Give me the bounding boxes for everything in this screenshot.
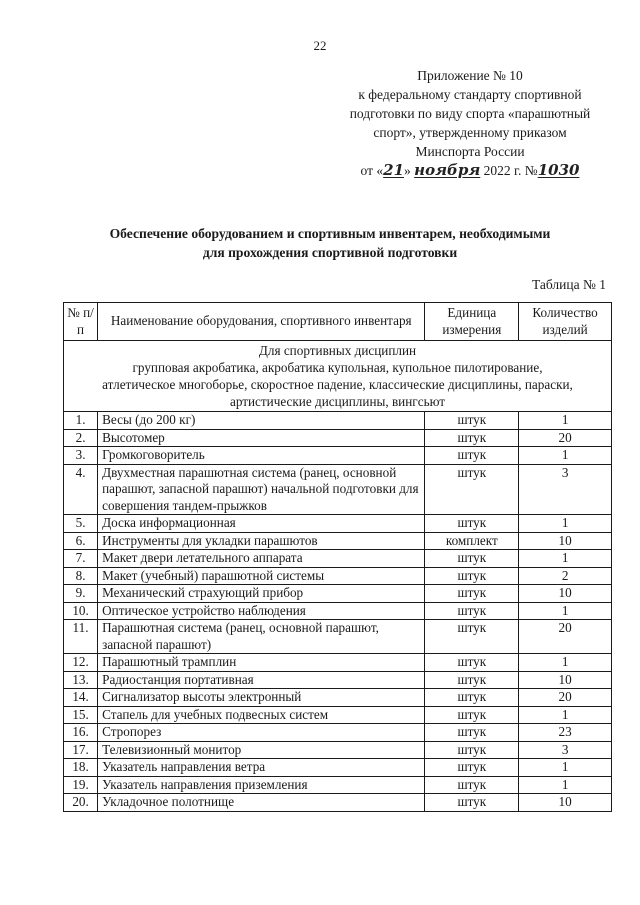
row-unit: штук	[425, 412, 519, 430]
handwritten-day: 21	[383, 161, 405, 179]
row-unit: штук	[425, 464, 519, 515]
row-number: 3.	[64, 447, 98, 465]
appendix-header	[330, 66, 610, 180]
row-unit: штук	[425, 447, 519, 465]
title-line-2: для прохождения спортивной подготовки	[202, 245, 458, 260]
handwritten-month: ноября	[414, 161, 481, 179]
appendix-line: к федеральному стандарту спортивной	[358, 87, 582, 102]
row-quantity: 10	[519, 585, 612, 603]
row-name: Оптическое устройство наблюдения	[98, 602, 425, 620]
row-quantity: 20	[519, 429, 612, 447]
date-prefix: от «	[360, 163, 384, 178]
header-unit: Единица измерения	[425, 303, 519, 341]
row-name: Укладочное полотнище	[98, 794, 425, 812]
row-name: Инструменты для укладки парашютов	[98, 532, 425, 550]
row-number: 7.	[64, 550, 98, 568]
row-number: 6.	[64, 532, 98, 550]
row-unit: штук	[425, 515, 519, 533]
table-row	[64, 620, 612, 654]
row-name: Весы (до 200 кг)	[98, 412, 425, 430]
order-date-line	[330, 161, 610, 180]
row-unit: штук	[425, 620, 519, 654]
row-number: 8.	[64, 567, 98, 585]
row-name: Макет (учебный) парашютной системы	[98, 567, 425, 585]
row-number: 19.	[64, 776, 98, 794]
date-mid: »	[404, 163, 415, 178]
header-num: № п/п	[64, 303, 98, 341]
row-number: 10.	[64, 602, 98, 620]
row-quantity: 1	[519, 447, 612, 465]
appendix-line: Минспорта России	[415, 144, 525, 159]
row-unit: штук	[425, 654, 519, 672]
row-quantity: 2	[519, 567, 612, 585]
table-row	[64, 741, 612, 759]
table-row	[64, 759, 612, 777]
row-quantity: 1	[519, 706, 612, 724]
table-row	[64, 447, 612, 465]
table-row	[64, 515, 612, 533]
row-unit: штук	[425, 689, 519, 707]
row-quantity: 1	[519, 602, 612, 620]
table-row	[64, 585, 612, 603]
row-quantity: 1	[519, 776, 612, 794]
row-quantity: 3	[519, 464, 612, 515]
row-number: 12.	[64, 654, 98, 672]
section-line: артистические дисциплины, вингсьют	[229, 394, 446, 409]
row-quantity: 10	[519, 532, 612, 550]
row-quantity: 1	[519, 759, 612, 777]
header-qty: Количество изделий	[519, 303, 612, 341]
row-number: 15.	[64, 706, 98, 724]
row-quantity: 1	[519, 515, 612, 533]
row-number: 14.	[64, 689, 98, 707]
row-number: 11.	[64, 620, 98, 654]
table-header-row	[64, 303, 612, 341]
header-name: Наименование оборудования, спортивного инвентаря	[98, 303, 425, 341]
row-number: 18.	[64, 759, 98, 777]
row-quantity: 23	[519, 724, 612, 742]
row-unit: штук	[425, 671, 519, 689]
row-number: 16.	[64, 724, 98, 742]
table-row	[64, 602, 612, 620]
row-number: 13.	[64, 671, 98, 689]
row-quantity: 1	[519, 412, 612, 430]
table-row	[64, 429, 612, 447]
row-name: Стропорез	[98, 724, 425, 742]
section-row	[64, 341, 612, 412]
row-unit: штук	[425, 776, 519, 794]
row-name: Высотомер	[98, 429, 425, 447]
row-name: Указатель направления ветра	[98, 759, 425, 777]
section-cell	[64, 341, 612, 412]
row-name: Механический страхующий прибор	[98, 585, 425, 603]
table-row	[64, 724, 612, 742]
table-row	[64, 776, 612, 794]
row-number: 2.	[64, 429, 98, 447]
appendix-line: Приложение № 10	[417, 68, 523, 83]
table-row	[64, 532, 612, 550]
appendix-line: спорт», утвержденному приказом	[373, 125, 567, 140]
table-row	[64, 671, 612, 689]
handwritten-order-number: 1030	[537, 161, 580, 179]
appendix-line: подготовки по виду спорта «парашютный	[349, 106, 591, 121]
row-name: Парашютная система (ранец, основной парашют, запасной парашют)	[98, 620, 425, 654]
row-unit: штук	[425, 602, 519, 620]
table-row	[64, 794, 612, 812]
table-row	[64, 464, 612, 515]
row-unit: штук	[425, 429, 519, 447]
row-unit: штук	[425, 741, 519, 759]
row-quantity: 3	[519, 741, 612, 759]
title-line-1: Обеспечение оборудованием и спортивным инвентарем, необходимыми	[109, 226, 551, 241]
date-year: 2022 г. №	[480, 163, 538, 178]
row-unit: штук	[425, 585, 519, 603]
table-row	[64, 412, 612, 430]
document-title	[40, 224, 620, 262]
row-number: 4.	[64, 464, 98, 515]
row-quantity: 1	[519, 654, 612, 672]
row-name: Сигнализатор высоты электронный	[98, 689, 425, 707]
section-line: Для спортивных дисциплин	[258, 343, 417, 358]
row-unit: штук	[425, 567, 519, 585]
table-row	[64, 567, 612, 585]
section-line: атлетическое многоборье, скоростное падение, классические дисциплины, параски,	[102, 377, 573, 392]
row-name: Доска информационная	[98, 515, 425, 533]
row-quantity: 1	[519, 550, 612, 568]
section-line: групповая акробатика, акробатика купольная, купольное пилотирование,	[132, 360, 543, 375]
row-name: Стапель для учебных подвесных систем	[98, 706, 425, 724]
row-unit: штук	[425, 706, 519, 724]
equipment-table	[63, 302, 612, 812]
table-caption: Таблица № 1	[532, 277, 606, 292]
row-name: Макет двери летательного аппарата	[98, 550, 425, 568]
row-quantity: 10	[519, 794, 612, 812]
row-unit: комплект	[425, 532, 519, 550]
row-name: Парашютный трамплин	[98, 654, 425, 672]
row-number: 5.	[64, 515, 98, 533]
row-name: Двухместная парашютная система (ранец, основной парашют, запасной парашют) начальной подготовки для совершения тандем-прыжков	[98, 464, 425, 515]
row-name: Громкоговоритель	[98, 447, 425, 465]
table-row	[64, 689, 612, 707]
row-unit: штук	[425, 724, 519, 742]
row-quantity: 20	[519, 689, 612, 707]
row-number: 9.	[64, 585, 98, 603]
table-row	[64, 654, 612, 672]
row-number: 1.	[64, 412, 98, 430]
table-row	[64, 550, 612, 568]
row-quantity: 20	[519, 620, 612, 654]
row-number: 20.	[64, 794, 98, 812]
row-unit: штук	[425, 794, 519, 812]
row-number: 17.	[64, 741, 98, 759]
table-row	[64, 706, 612, 724]
row-quantity: 10	[519, 671, 612, 689]
row-name: Телевизионный монитор	[98, 741, 425, 759]
row-unit: штук	[425, 550, 519, 568]
row-name: Радиостанция портативная	[98, 671, 425, 689]
row-name: Указатель направления приземления	[98, 776, 425, 794]
row-unit: штук	[425, 759, 519, 777]
page-number: 22	[313, 38, 327, 53]
